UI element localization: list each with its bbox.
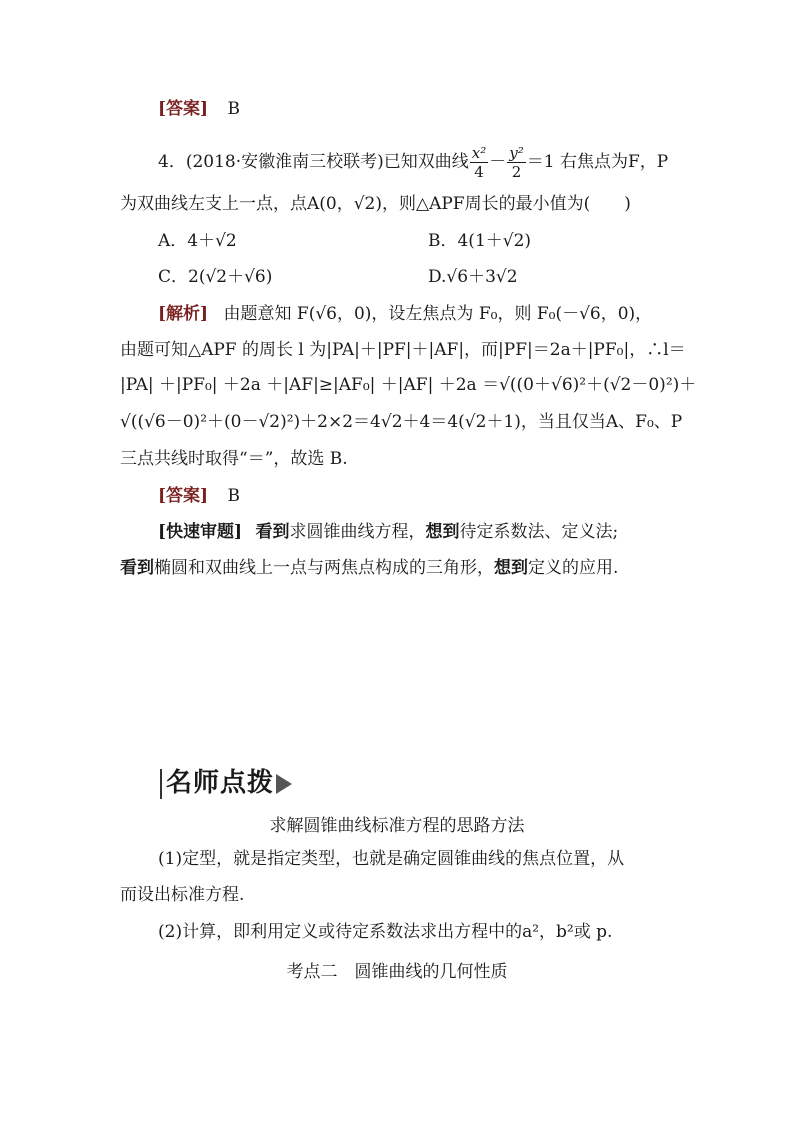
- q4-source: (2018·安徽淮南三校联考): [185, 152, 384, 172]
- kaodian-heading: 考点二 圆锥曲线的几何性质: [286, 962, 508, 982]
- method-1-line-2: 而设出标准方程.: [120, 885, 245, 905]
- fraction-y2-2: $\frac{\text{y²}}{2}$: [509, 144, 524, 181]
- question-4-line-2: 为双曲线左支上一点，点A(0，√2)，则△APF周长的最小值为( ): [120, 194, 631, 214]
- answer-value: B: [227, 99, 240, 119]
- option-c: C．2(√2＋√6): [158, 267, 273, 287]
- answer-value-2: B: [227, 486, 240, 506]
- quick-review-line-1: [快速审题] 看到求圆锥曲线方程，想到待定系数法、定义法;: [158, 522, 619, 542]
- answer-2: [158, 484, 718, 508]
- option-a: A．4＋√2: [158, 231, 237, 251]
- analysis-line-4: √((√6－0)²＋(0－√2)²)＋2×2＝4√2＋4＝4(√2＋1)，当且仅当A、F₀、P: [120, 412, 683, 432]
- analysis-label: [解析]: [158, 304, 209, 324]
- method-1-line-1: (1)定型，就是指定类型，也就是确定圆锥曲线的焦点位置，从: [158, 849, 625, 869]
- analysis-line-3: |PA| ＋|PF₀| ＋2a ＋|AF|≥|AF₀| ＋|AF| ＋2a ＝√((0＋√6)²＋(√2－0)²)＋: [120, 375, 697, 395]
- analysis-line-2: 由题可知△APF 的周长 l 为|PA|＋|PF|＋|AF|，而|PF|＝2a＋|PF₀|，∴l＝: [120, 340, 686, 360]
- section-header-mingshi: 名师点拨: [160, 762, 292, 799]
- q4-number: 4．: [158, 152, 186, 172]
- method-title: 求解圆锥曲线标准方程的思路方法: [269, 816, 525, 836]
- answer-1: [158, 97, 718, 121]
- analysis-line-5: 三点共线时取得“＝”，故选 B.: [120, 449, 348, 469]
- fraction-x2-4: $\frac{\text{x²}}{4}$: [471, 144, 487, 181]
- question-4-line-1: 4．(2018·安徽淮南三校联考)已知双曲线 $\frac{\text{x²}}{4}$ － $\frac{\text{y²}}{2}$ ＝1 右焦点为F，P: [158, 144, 669, 181]
- method-2-line: (2)计算，即利用定义或待定系数法求出方程中的a²，b²或 p.: [158, 922, 613, 942]
- answer-label: [答案]: [158, 99, 209, 119]
- header-bar-icon: [160, 769, 162, 799]
- analysis-line-1: [解析] 由题意知 F(√6，0)，设左焦点为 F₀，则 F₀(－√6，0)，: [158, 304, 653, 324]
- quick-review-line-2: 看到椭圆和双曲线上一点与两焦点构成的三角形，想到定义的应用.: [120, 558, 619, 578]
- option-d: D.√6＋3√2: [428, 267, 518, 287]
- q4-post: ＝1 右焦点为F，P: [526, 152, 669, 172]
- quick-review-label: [快速审题]: [158, 522, 243, 542]
- q4-pre: 已知双曲线: [383, 152, 469, 172]
- answer-label-2: [答案]: [158, 486, 209, 506]
- option-b: B．4(1＋√2): [428, 231, 532, 251]
- triangle-arrow-icon: [276, 774, 292, 794]
